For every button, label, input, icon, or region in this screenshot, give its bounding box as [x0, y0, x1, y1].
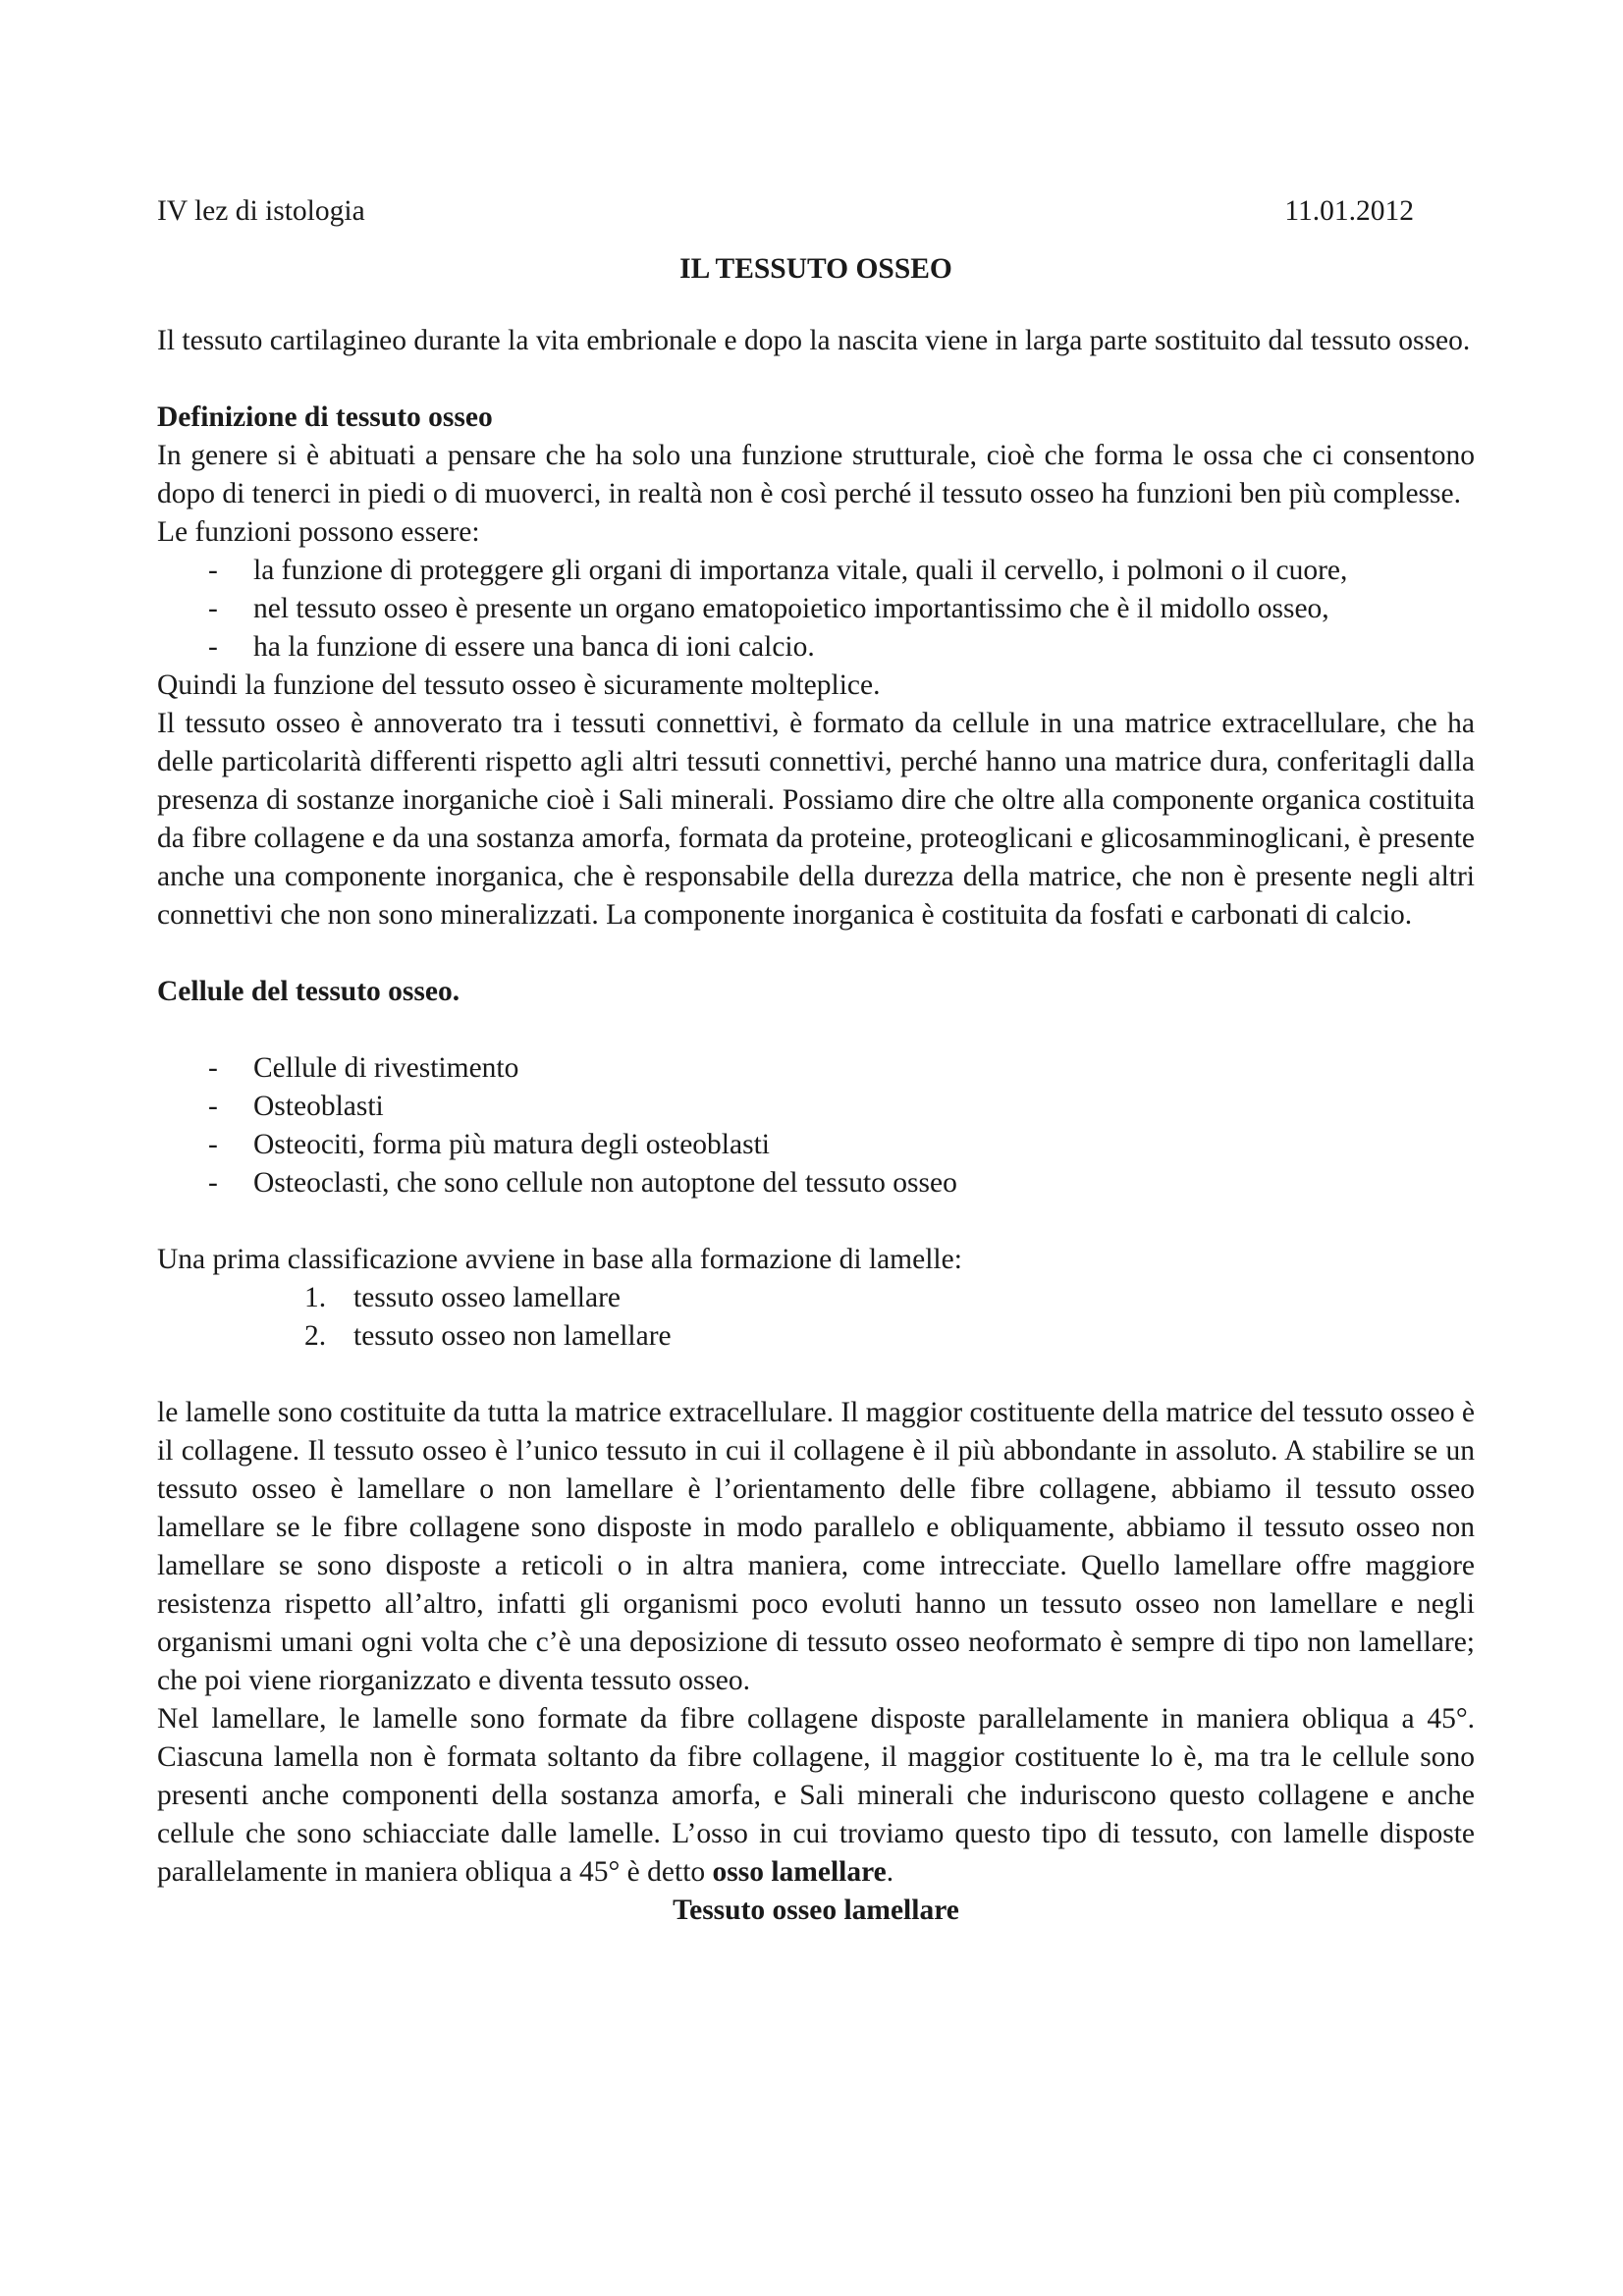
list-number: 2.	[304, 1320, 327, 1352]
list-item: - Osteoclasti, che sono cellule non autoptone del tessuto osseo	[157, 1164, 1475, 1202]
list-item: - ha la funzione di essere una banca di ioni calcio.	[157, 628, 1475, 667]
functions-intro: Le funzioni possono essere:	[157, 516, 480, 548]
spacer	[157, 360, 1475, 399]
document-page	[157, 192, 1475, 1930]
lesson-label: IV lez di istologia	[157, 195, 365, 227]
spacer	[157, 1356, 1475, 1394]
lamellar-bold-term: osso lamellare	[712, 1856, 887, 1888]
list-item	[157, 1279, 1475, 1317]
list-item: - nel tessuto osseo è presente un organo ematopoietico importantissimo che è il midollo osseo,	[157, 590, 1475, 628]
list-text: tessuto osseo non lamellare	[353, 1320, 672, 1352]
section-heading-definition: Definizione di tessuto osseo	[157, 401, 493, 433]
lamellar-paragraph	[157, 1700, 1475, 1892]
list-number: 1.	[304, 1282, 327, 1313]
intro-paragraph: Il tessuto cartilagineo durante la vita embrionale e dopo la nascita viene in larga parte sostituito dal tessuto osseo.	[157, 325, 1471, 356]
cells-list	[157, 1049, 1475, 1202]
list-item: - Cellule di rivestimento	[157, 1049, 1475, 1088]
spacer	[157, 934, 1475, 973]
list-item: - Osteoblasti	[157, 1088, 1475, 1126]
list-item: - la funzione di proteggere gli organi di importanza vitale, quali il cervello, i polmoni o il cuore,	[157, 552, 1475, 590]
functions-summary: Quindi la funzione del tessuto osseo è sicuramente molteplice.	[157, 669, 881, 701]
list-item	[157, 1317, 1475, 1356]
spacer	[157, 1202, 1475, 1241]
definition-paragraph: In genere si è abituati a pensare che ha solo una funzione strutturale, cioè che forma le ossa che ci consentono dopo di tenerci in piedi o di muoverci, in realtà non è così perché il tessuto osseo ha funzioni ben più complesse.	[157, 440, 1475, 509]
functions-list	[157, 552, 1475, 667]
spacer	[157, 1011, 1475, 1049]
list-item: - Osteociti, forma più matura degli osteoblasti	[157, 1126, 1475, 1164]
document-header	[157, 192, 1414, 231]
lamellar-text: Nel lamellare, le lamelle sono formate da fibre collagene disposte parallelamente in maniera obliqua a 45°. Ciascuna lamella non è formata soltanto da fibre collagene, il maggior costituente lo è, ma tra le cellule sono presenti anche componenti della sostanza amorfa, e Sali minerali che induriscono questo collagene e anche cellule che sono schiacciate dalle lamelle. L’osso in cui troviamo questo tipo di tessuto, con lamelle disposte parallelamente in maniera obliqua a 45° è detto	[157, 1703, 1475, 1888]
connective-paragraph: Il tessuto osseo è annoverato tra i tessuti connettivi, è formato da cellule in una matrice extracellulare, che ha delle particolarità differenti rispetto agli altri tessuti connettivi, perché hanno una matrice dura, conferitagli dalla presenza di sostanze inorganiche cioè i Sali minerali. Possiamo dire che oltre alla componente organica costituita da fibre collagene e da una sostanza amorfa, formata da proteine, proteoglicani e glicosamminoglicani, è presente anche una componente inorganica, che è responsabile della durezza della matrice, che non è presente negli altri connettivi che non sono mineralizzati. La componente inorganica è costituita da fosfati e carbonati di calcio.	[157, 708, 1475, 931]
classification-list	[157, 1279, 1475, 1356]
classification-intro: Una prima classificazione avviene in base alla formazione di lamelle:	[157, 1244, 962, 1275]
page-title: IL TESSUTO OSSEO	[679, 253, 952, 285]
lamellae-paragraph: le lamelle sono costituite da tutta la matrice extracellulare. Il maggior costituente della matrice del tessuto osseo è il collagene. Il tessuto osseo è l’unico tessuto in cui il collagene è il più abbondante in assoluto. A stabilire se un tessuto osseo è lamellare o non lamellare è l’orientamento delle fibre collagene, abbiamo il tessuto osseo lamellare se le fibre collagene sono disposte in modo parallelo e obliquamente, abbiamo il tessuto osseo non lamellare se sono disposte a reticoli o in altra maniera, come intrecciate. Quello lamellare offre maggiore resistenza rispetto all’altro, infatti gli organismi poco evoluti hanno un tessuto osseo non lamellare e negli organismi umani ogni volta che c’è una deposizione di tessuto osseo neoformato è sempre di tipo non lamellare; che poi viene riorganizzato e diventa tessuto osseo.	[157, 1397, 1475, 1696]
lesson-date: 11.01.2012	[1284, 195, 1414, 227]
subheading-lamellar: Tessuto osseo lamellare	[673, 1895, 959, 1926]
list-text: tessuto osseo lamellare	[353, 1282, 621, 1313]
lamellar-end: .	[886, 1856, 894, 1888]
section-heading-cells: Cellule del tessuto osseo.	[157, 976, 460, 1007]
